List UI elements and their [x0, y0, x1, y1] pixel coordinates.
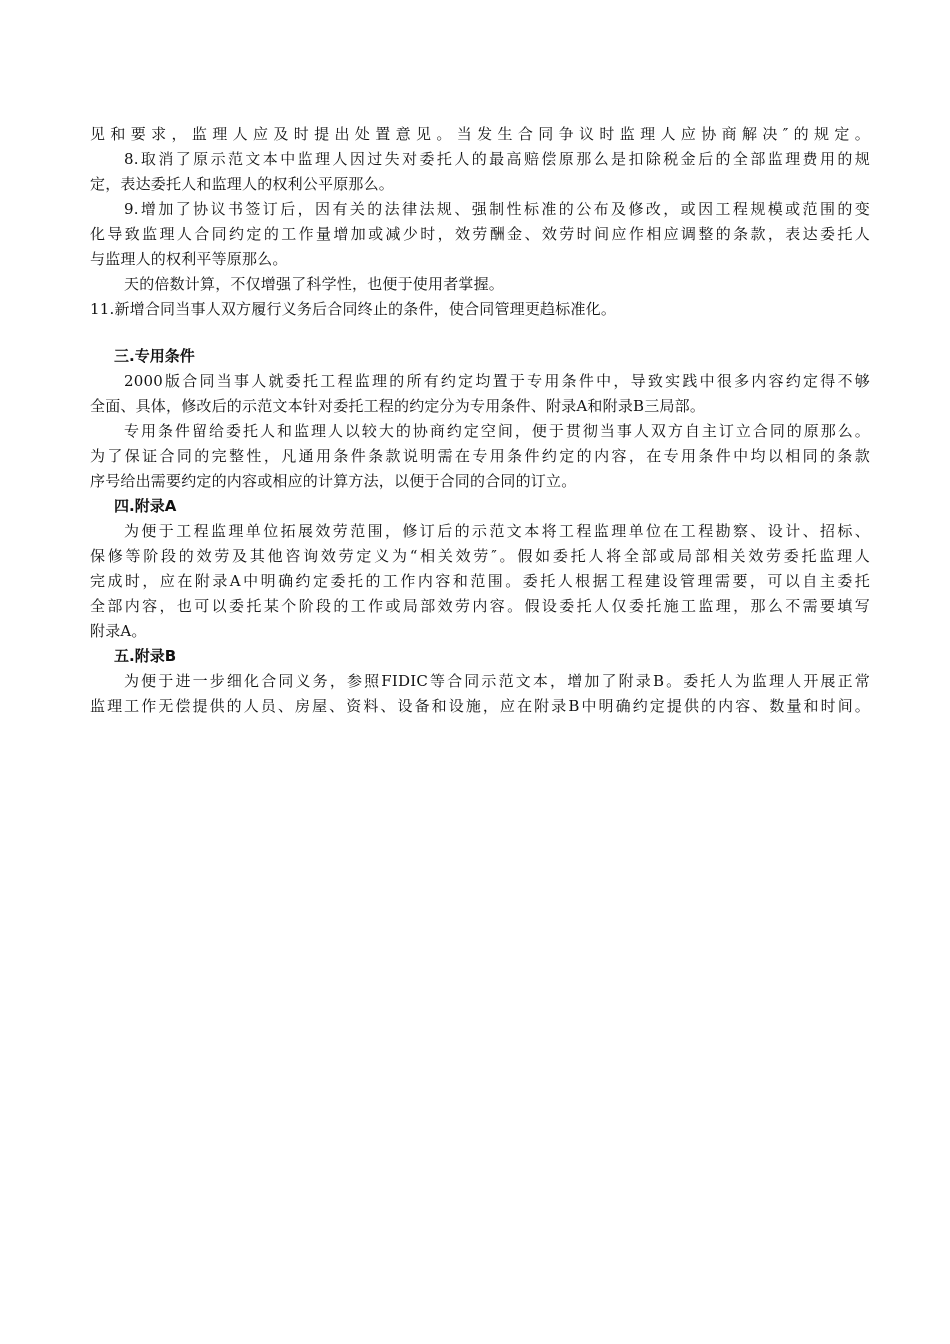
paragraph-line: 11.新增合同当事人双方履行义务后合同终止的条件，使合同管理更趋标准化。: [90, 300, 617, 318]
paragraph-line: 9.增加了协议书签订后，因有关的法律法规、强制性标准的公布及修改，或因工程规模或范围的变: [124, 200, 870, 218]
paragraph-line: 全面、具体，修改后的示范文本针对委托工程的约定分为专用条件、附录A和附录B三局部。: [90, 397, 706, 415]
paragraph-line: 为了保证合同的完整性，凡通用条件条款说明需在专用条件约定的内容，在专用条件中均以相同的条款: [90, 447, 870, 465]
paragraph-line: 与监理人的权利平等原那么。: [90, 250, 288, 268]
paragraph-line: 2000版合同当事人就委托工程监理的所有约定均置于专用条件中，导致实践中很多内容约定得不够: [124, 372, 870, 390]
paragraph-line: 化导致监理人合同约定的工作量增加或减少时，效劳酬金、效劳时间应作相应调整的条款，表达委托人: [90, 225, 870, 243]
section-heading-appendix-a: 四.附录A: [114, 497, 177, 515]
paragraph-line: 见和要求，监理人应及时提出处置意见。当发生合同争议时监理人应协商解决″的规定。: [90, 125, 870, 143]
paragraph-line: 8.取消了原示范文本中监理人因过失对委托人的最高赔偿原那么是扣除税金后的全部监理费用的规: [124, 150, 870, 168]
paragraph-line: 天的倍数计算，不仅增强了科学性，也便于使用者掌握。: [124, 275, 505, 293]
section-heading-special-conditions: 三.专用条件: [114, 347, 195, 365]
paragraph-line: 专用条件留给委托人和监理人以较大的协商约定空间，便于贯彻当事人双方自主订立合同的原那么。: [124, 422, 870, 440]
document-body: [90, 122, 870, 719]
paragraph-line: 完成时，应在附录A中明确约定委托的工作内容和范围。委托人根据工程建设管理需要，可以自主委托: [90, 572, 870, 590]
paragraph-line: 监理工作无偿提供的人员、房屋、资料、设备和设施，应在附录B中明确约定提供的内容、数量和时间。: [90, 697, 870, 715]
paragraph-line: 为便于进一步细化合同义务，参照FIDIC等合同示范文本，增加了附录B。委托人为监理人开展正常: [124, 672, 870, 690]
paragraph-line: 序号给出需要约定的内容或相应的计算方法，以便于合同的合同的订立。: [90, 472, 577, 490]
section-gap: [90, 322, 870, 344]
paragraph-line: 为便于工程监理单位拓展效劳范围，修订后的示范文本将工程监理单位在工程勘察、设计、招标、: [124, 522, 870, 540]
paragraph-line: 保修等阶段的效劳及其他咨询效劳定义为“相关效劳″。假如委托人将全部或局部相关效劳委托监理人: [90, 547, 870, 565]
paragraph-line: 附录A。: [90, 622, 147, 640]
paragraph-line: 定，表达委托人和监理人的权利公平原那么。: [90, 175, 395, 193]
paragraph-line: 全部内容，也可以委托某个阶段的工作或局部效劳内容。假设委托人仅委托施工监理，那么不需要填写: [90, 597, 870, 615]
section-heading-appendix-b: 五.附录B: [114, 647, 177, 665]
